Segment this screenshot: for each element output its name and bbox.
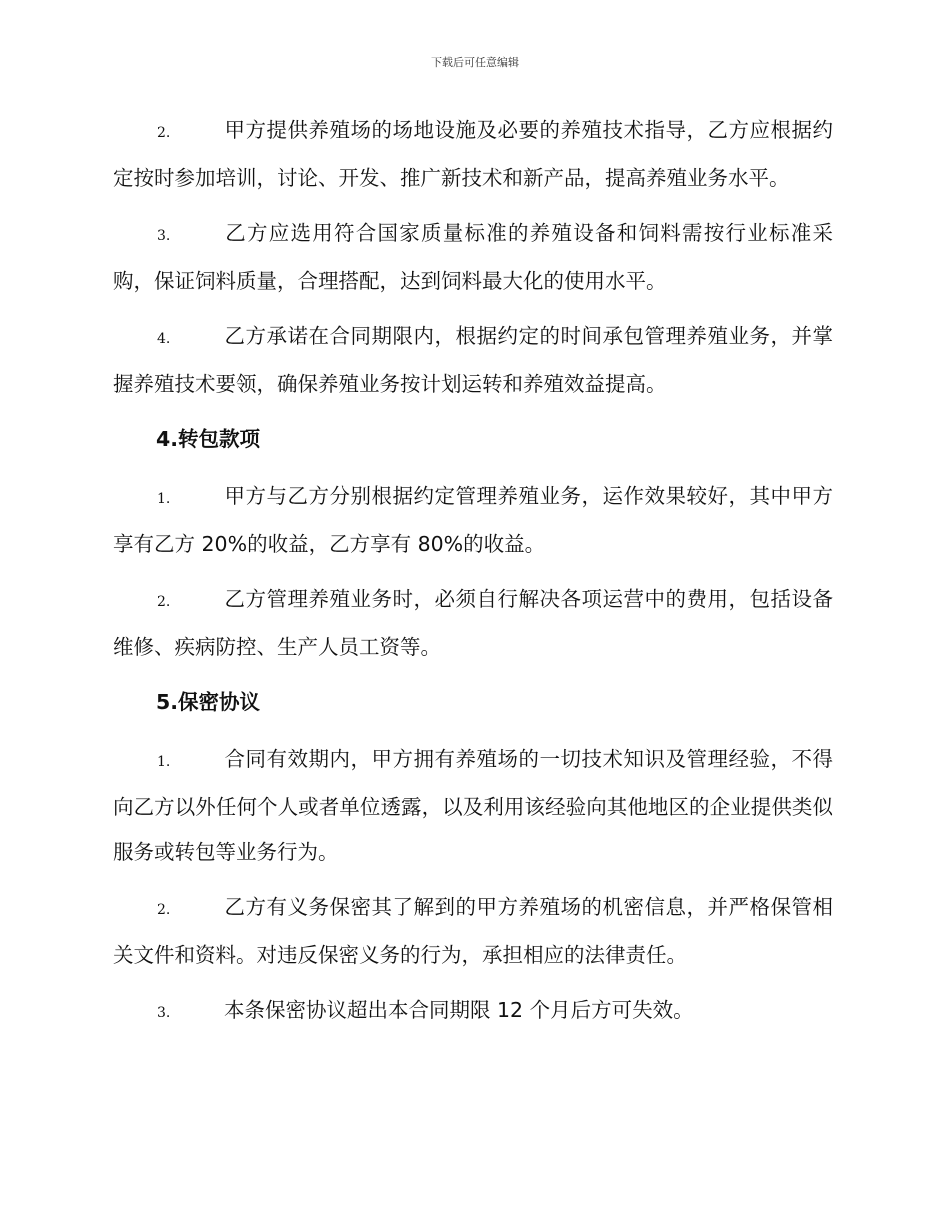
clause-number: 3. bbox=[157, 228, 171, 244]
clause-text: 甲方与乙方分别根据约定管理养殖业务，运作效果较好，其中甲方享有乙方 20%的收益，乙方享有 80%的收益。 bbox=[113, 484, 833, 556]
clause-item bbox=[113, 737, 833, 875]
clause-number: 2. bbox=[157, 902, 171, 918]
clause-number: 3. bbox=[157, 1005, 171, 1021]
clause-item bbox=[113, 108, 833, 201]
clause-number: 1. bbox=[157, 754, 171, 770]
clause-number: 4. bbox=[157, 331, 171, 347]
clause-item bbox=[113, 474, 833, 567]
clause-text: 本条保密协议超出本合同期限 12 个月后方可失效。 bbox=[224, 998, 694, 1022]
section-heading-confidentiality: 5.保密协议 bbox=[156, 690, 261, 714]
clause-number: 2. bbox=[157, 125, 171, 141]
clause-item bbox=[113, 211, 833, 304]
clause-item bbox=[113, 885, 833, 978]
clause-item bbox=[113, 577, 833, 670]
clause-text: 乙方管理养殖业务时，必须自行解决各项运营中的费用，包括设备维修、疾病防控、生产人员工资等。 bbox=[113, 587, 833, 659]
clause-text: 乙方有义务保密其了解到的甲方养殖场的机密信息，并严格保管相关文件和资料。对违反保密义务的行为，承担相应的法律责任。 bbox=[113, 895, 833, 967]
clause-text: 甲方提供养殖场的场地设施及必要的养殖技术指导，乙方应根据约定按时参加培训，讨论、开发、推广新技术和新产品，提高养殖业务水平。 bbox=[113, 118, 833, 190]
page-header: 下载后可任意编辑 bbox=[431, 56, 519, 69]
clause-item bbox=[113, 988, 833, 1036]
clause-text: 乙方承诺在合同期限内，根据约定的时间承包管理养殖业务，并掌握养殖技术要领，确保养殖业务按计划运转和养殖效益提高。 bbox=[113, 324, 833, 396]
document-body bbox=[113, 108, 833, 1046]
clause-text: 合同有效期内，甲方拥有养殖场的一切技术知识及管理经验，不得向乙方以外任何个人或者单位透露，以及利用该经验向其他地区的企业提供类似服务或转包等业务行为。 bbox=[113, 747, 833, 864]
clause-item bbox=[113, 314, 833, 407]
clause-number: 2. bbox=[157, 594, 171, 610]
clause-text: 乙方应选用符合国家质量标准的养殖设备和饲料需按行业标准采购，保证饲料质量，合理搭配，达到饲料最大化的使用水平。 bbox=[113, 221, 833, 293]
clause-number: 1. bbox=[157, 491, 171, 507]
section-heading-payment: 4.转包款项 bbox=[156, 427, 261, 451]
